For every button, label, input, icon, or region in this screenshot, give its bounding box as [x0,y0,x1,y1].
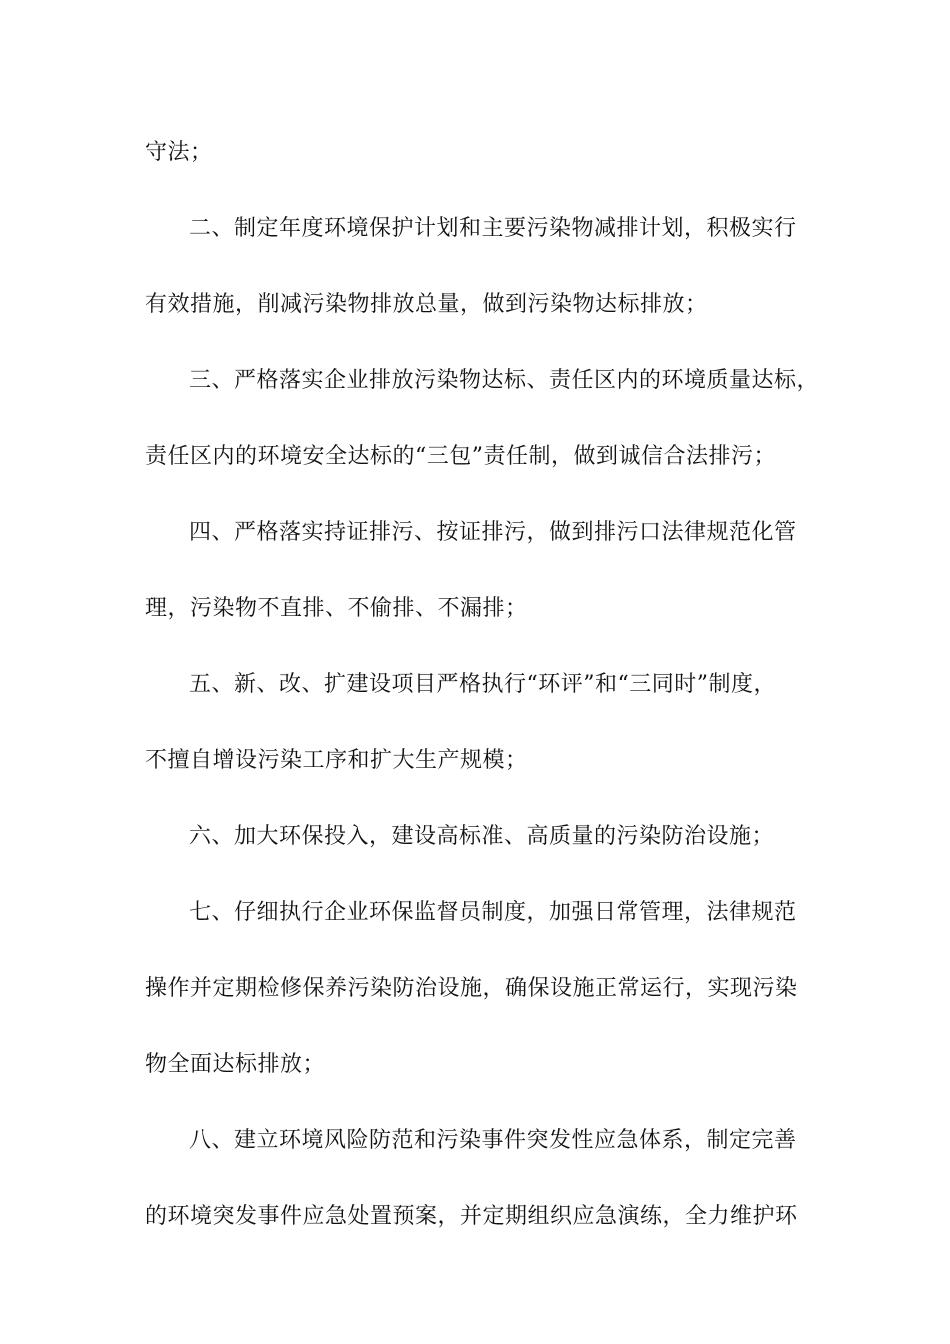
text-line-1: 守法； [145,140,213,165]
text-line-8: 五、新、改、扩建设项目严格执行“环评”和“三同时”制度， [189,672,776,697]
text-line-10: 六、加大环保投入，建设高标准、高质量的污染防治设施； [189,824,775,849]
text-line-2: 二、制定年度环境保护计划和主要污染物减排计划，积极实行 [189,216,797,241]
text-line-7: 理，污染物不直排、不偷排、不漏排； [145,596,528,621]
text-line-4: 三、严格落实企业排放污染物达标、责任区内的环境质量达标， [189,368,820,393]
text-line-5: 责任区内的环境安全达标的“三包”责任制，做到诚信合法排污； [145,444,776,469]
document-body [145,128,820,1268]
text-line-3: 有效措施，削减污染物排放总量，做到污染物达标排放； [145,292,708,317]
text-line-11: 七、仔细执行企业环保监督员制度，加强日常管理，法律规范 [189,900,797,925]
text-line-15: 的环境突发事件应急处置预案，并定期组织应急演练，全力维护环 [145,1204,798,1229]
text-line-13: 物全面达标排放； [145,1052,326,1077]
text-line-9: 不擅自增设污染工序和扩大生产规模； [145,748,528,773]
text-line-12: 操作并定期检修保养污染防治设施，确保设施正常运行，实现污染 [145,976,798,1001]
text-line-6: 四、严格落实持证排污、按证排污，做到排污口法律规范化管 [189,520,797,545]
text-line-14: 八、建立环境风险防范和污染事件突发性应急体系，制定完善 [189,1128,797,1153]
